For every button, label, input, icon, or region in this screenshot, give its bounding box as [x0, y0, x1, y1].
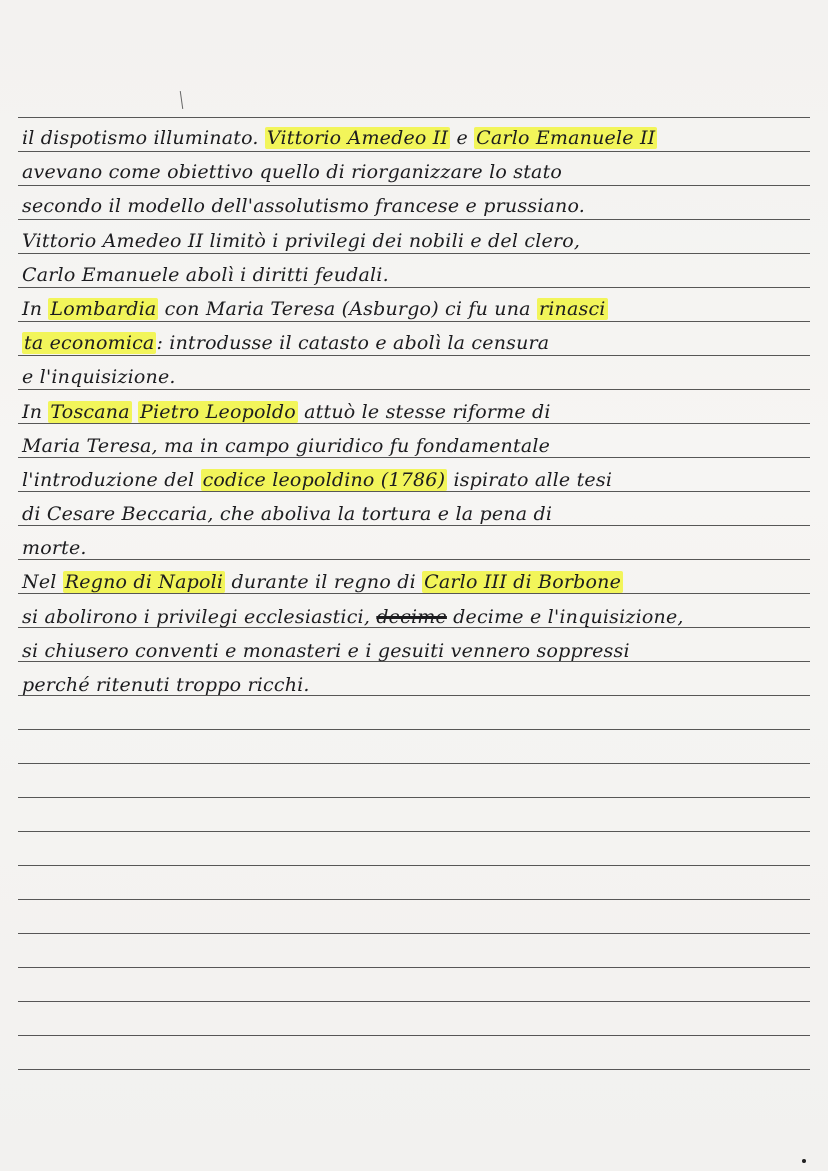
rule-line: [18, 899, 810, 900]
text-line: [22, 121, 812, 155]
highlighted-text: rinasci: [538, 297, 606, 320]
crossed-out-word: decime: [376, 605, 447, 628]
text-line: si chiusero conventi e monasteri e i gesuiti vennero soppressi: [22, 639, 630, 662]
highlighted-text: codice leopoldino (1786): [202, 468, 446, 491]
text-line: avevano come obiettivo quello di riorganizzare lo stato: [22, 161, 563, 184]
highlighted-text: Vittorio Amedeo II: [266, 127, 449, 149]
text-line: e l'inquisizione.: [22, 366, 176, 389]
rule-line: [18, 1069, 810, 1070]
highlighted-text: Lombardia: [50, 297, 157, 320]
rule-line: [18, 1001, 810, 1002]
text-line: [22, 258, 812, 292]
text-line: [22, 600, 812, 634]
text-span: si abolirono i privilegi ecclesiastici,: [22, 605, 371, 628]
text-line: [22, 292, 812, 326]
text-span: decime e l'inquisizione,: [453, 605, 684, 628]
rule-line: [18, 729, 810, 730]
text-line: secondo il modello dell'assolutismo francese e prussiano.: [22, 195, 586, 218]
text-line: di Cesare Beccaria, che aboliva la tortura e la pena di: [22, 503, 553, 526]
rule-line: [18, 831, 810, 832]
rule-line: [18, 797, 810, 798]
text-span: : introdusse il catasto e abolì la censura: [156, 332, 550, 355]
highlighted-text: Pietro Leopoldo: [139, 400, 296, 423]
ink-speck: [802, 1159, 806, 1163]
text-line: [22, 395, 812, 429]
handwritten-text: [22, 121, 812, 702]
rule-line: [18, 117, 810, 118]
highlighted-text: Regno di Napoli: [64, 571, 224, 594]
highlighted-text: Carlo Emanuele II: [476, 127, 656, 149]
text-line: [22, 463, 812, 497]
highlighted-text: Carlo III di Borbone: [424, 571, 622, 594]
rule-line: [18, 763, 810, 764]
text-line: [22, 565, 812, 599]
text-span: l'introduzione del: [22, 468, 195, 491]
text-span: il dispotismo illuminato.: [22, 127, 259, 149]
text-span: In: [22, 400, 43, 423]
rule-line: [18, 967, 810, 968]
text-span: Nel: [22, 571, 57, 594]
rule-line: [18, 1035, 810, 1036]
text-span: ispirato alle tesi: [453, 468, 613, 491]
text-span: durante il regno di: [231, 571, 416, 594]
text-line: perché ritenuti troppo ricchi.: [22, 674, 310, 696]
text-span: In: [22, 297, 43, 320]
text-span: con Maria Teresa (Asburgo) ci fu una: [164, 297, 531, 320]
text-line: Maria Teresa, ma in campo giuridico fu fondamentale: [22, 434, 551, 457]
text-span: Carlo Emanuele abolì i diritti feudali.: [22, 263, 389, 286]
text-line: [22, 326, 812, 360]
rule-line: [18, 933, 810, 934]
text-line: Vittorio Amedeo II limitò i privilegi dei nobili e del clero,: [22, 229, 581, 252]
text-line: morte.: [22, 537, 87, 560]
highlighted-text: Toscana: [50, 400, 130, 423]
text-span: attuò le stesse riforme di: [304, 400, 551, 423]
highlighted-text: ta economica: [24, 332, 155, 355]
rule-line: [18, 865, 810, 866]
text-span: e: [456, 127, 468, 149]
